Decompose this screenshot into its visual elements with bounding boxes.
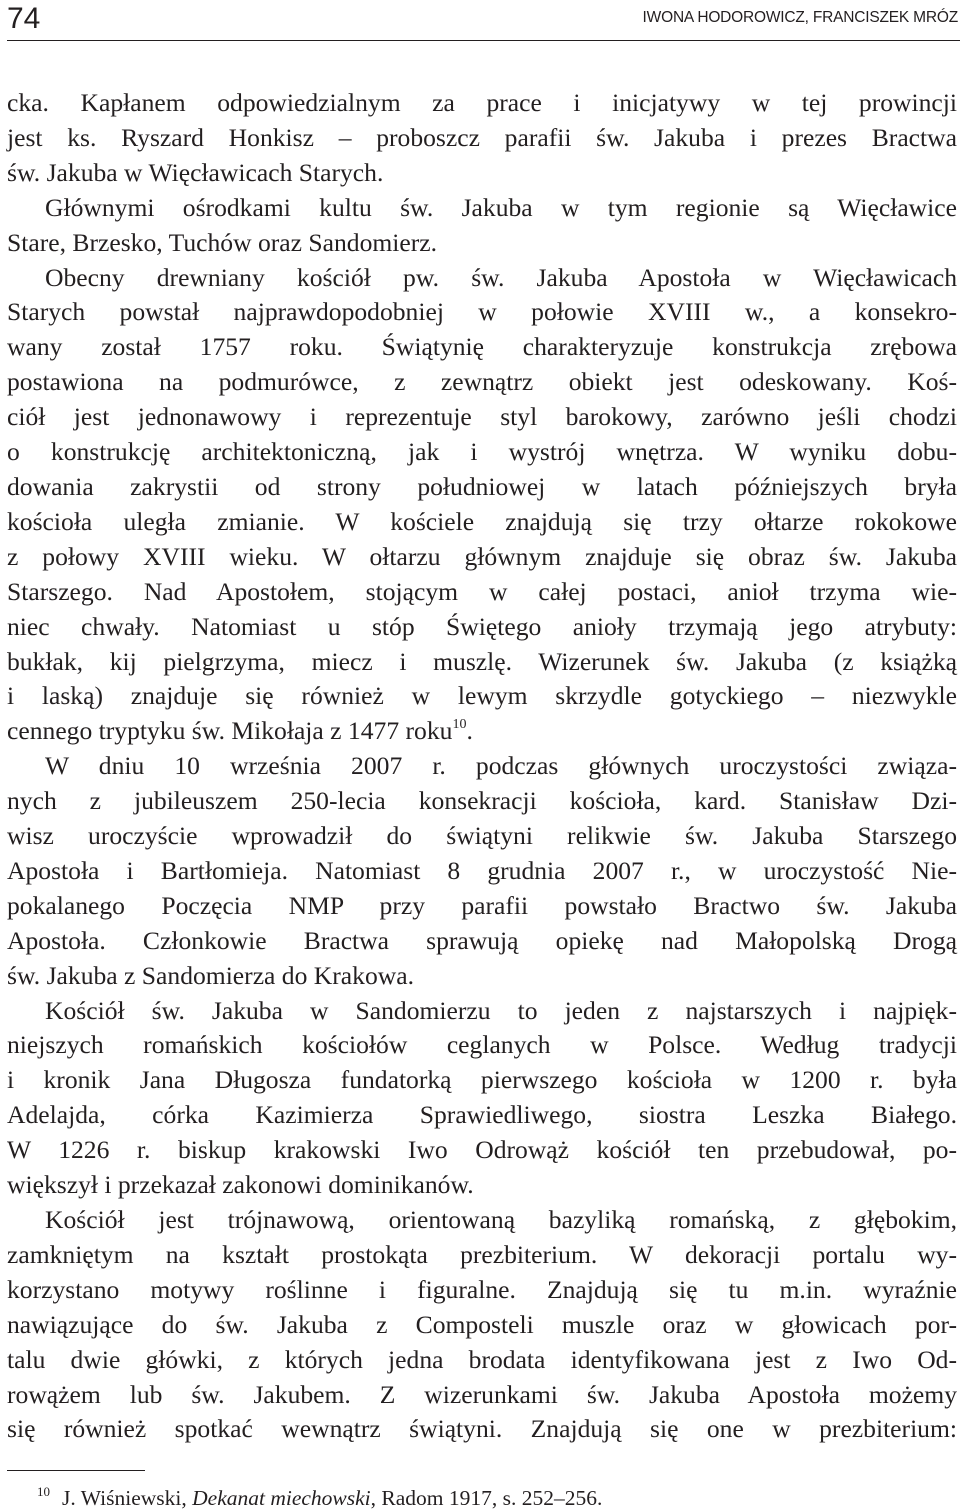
footnote-rest: , Radom 1917, s. 252–256. bbox=[370, 1486, 603, 1510]
text-line: W 1226 r. biskup krakowski Iwo Odrowąż kościół ten przebudował, po- bbox=[7, 1135, 957, 1165]
running-header bbox=[7, 0, 960, 41]
text-line: jest ks. Ryszard Honkisz – proboszcz parafii św. Jakuba i prezes Bractwa bbox=[7, 122, 957, 152]
text-line: niejszych romańskich kościołów ceglanych w Polsce. Według tradycji bbox=[7, 1030, 957, 1060]
text-line: z połowy XVIII wieku. W ołtarzu głównym znajduje się obraz św. Jakuba bbox=[7, 541, 957, 571]
body-text bbox=[7, 86, 957, 1447]
text-line: większył i przekazał zakonowi dominikanów. bbox=[7, 1170, 474, 1200]
footnote-reference: 10 bbox=[452, 717, 467, 733]
text-line: talu dwie główki, z których jedna brodata identyfikowana jest z Iwo Od- bbox=[7, 1344, 957, 1374]
footnote-author: J. Wiśniewski, bbox=[62, 1486, 193, 1510]
text-line: Obecny drewniany kościół pw. św. Jakuba Apostoła w Więcławicach bbox=[45, 262, 957, 292]
footnote bbox=[37, 1485, 602, 1511]
text-line: cennego tryptyku św. Mikołaja z 1477 roku$^{10}$. bbox=[7, 716, 473, 746]
footnote-separator bbox=[7, 1470, 145, 1471]
footnote-title: Dekanat miechowski bbox=[192, 1486, 371, 1510]
text-line: Głównymi ośrodkami kultu św. Jakuba w tym regionie są Więcławice bbox=[45, 192, 957, 222]
text-line: wisz uroczyście wprowadził do świątyni relikwie św. Jakuba Starszego bbox=[7, 821, 957, 851]
text-line: Starych powstał najprawdopodobniej w połowie XVIII w., a konsekro- bbox=[7, 297, 957, 327]
text-line: postawiona na podmurówce, z zewnątrz obiekt jest odeskowany. Koś- bbox=[7, 367, 957, 397]
text-line: pokalanego Poczęcia NMP przy parafii powstało Bractwo św. Jakuba bbox=[7, 890, 957, 920]
text-line: W dniu 10 września 2007 r. podczas głównych uroczystości związa- bbox=[45, 751, 957, 781]
text-line: i laską) znajduje się również w lewym skrzydle gotyckiego – niezwykle bbox=[7, 681, 957, 711]
text-line: i kronik Jana Długosza fundatorką pierwszego kościoła w 1200 r. była bbox=[7, 1065, 957, 1095]
text-line: Adelajda, córka Kazimierza Sprawiedliwego, siostra Leszka Białego. bbox=[7, 1100, 957, 1130]
text-line: zamkniętym na kształt prostokąta prezbiterium. W dekoracji portalu wy- bbox=[7, 1239, 957, 1269]
text-line: o konstrukcję architektoniczną, jak i wystrój wnętrza. W wyniku dobu- bbox=[7, 437, 957, 467]
footnote-number: 10 bbox=[37, 1484, 50, 1499]
text-line: Apostoła. Członkowie Bractwa sprawują opiekę nad Małopolską Drogą bbox=[7, 925, 957, 955]
text-line: dowania zakrystii od strony południowej w latach późniejszych bryła bbox=[7, 471, 957, 501]
text-line: nawiązujące do św. Jakuba z Composteli muszle oraz w głowicach por- bbox=[7, 1309, 957, 1339]
text-line: bukłak, kij pielgrzyma, miecz i muszlę. Wizerunek św. Jakuba (z książką bbox=[7, 646, 957, 676]
text-line: kościoła uległa zmianie. W kościele znajdują się trzy ołtarze rokokowe bbox=[7, 506, 957, 536]
text-line: Kościół św. Jakuba w Sandomierzu to jeden z najstarszych i najpięk- bbox=[45, 995, 957, 1025]
text-line: wany został 1757 roku. Świątynię charakteryzuje konstrukcja zrębowa bbox=[7, 332, 957, 362]
text-line: cka. Kapłanem odpowiedzialnym za prace i inicjatywy w tej prowincji bbox=[7, 88, 957, 117]
running-head-authors: IWONA HODOROWICZ, FRANCISZEK MRÓZ bbox=[642, 9, 958, 26]
text-line: św. Jakuba w Więcławicach Starych. bbox=[7, 157, 384, 187]
page-number: 74 bbox=[7, 2, 41, 35]
text-line: ciół jest jednonawowy i reprezentuje styl barokowy, zarówno jeśli chodzi bbox=[7, 402, 957, 432]
text-line: rowążem lub św. Jakubem. Z wizerunkami św. Jakuba Apostoła możemy bbox=[7, 1379, 957, 1409]
text-line: Stare, Brzesko, Tuchów oraz Sandomierz. bbox=[7, 227, 438, 257]
text-line: nych z jubileuszem 250-lecia konsekracji kościoła, kard. Stanisław Dzi- bbox=[7, 786, 957, 816]
text-line: św. Jakuba z Sandomierza do Krakowa. bbox=[7, 960, 415, 990]
text-line: Kościół jest trójnawową, orientowaną bazyliką romańską, z głębokim, bbox=[45, 1205, 957, 1234]
text-line: Starszego. Nad Apostołem, stojącym w całej postaci, anioł trzyma wie- bbox=[7, 576, 957, 606]
text-line: się również spotkać wewnątrz świątyni. Znajdują się one w prezbiterium: bbox=[7, 1414, 957, 1444]
text-line: korzystano motywy roślinne i figuralne. Znajdują się tu m.in. wyraźnie bbox=[7, 1274, 957, 1304]
text-line: Apostoła i Bartłomieja. Natomiast 8 grudnia 2007 r., w uroczystość Nie- bbox=[7, 855, 957, 885]
text-line: niec chwały. Natomiast u stóp Świętego anioły trzymają jego atrybuty: bbox=[7, 611, 957, 641]
